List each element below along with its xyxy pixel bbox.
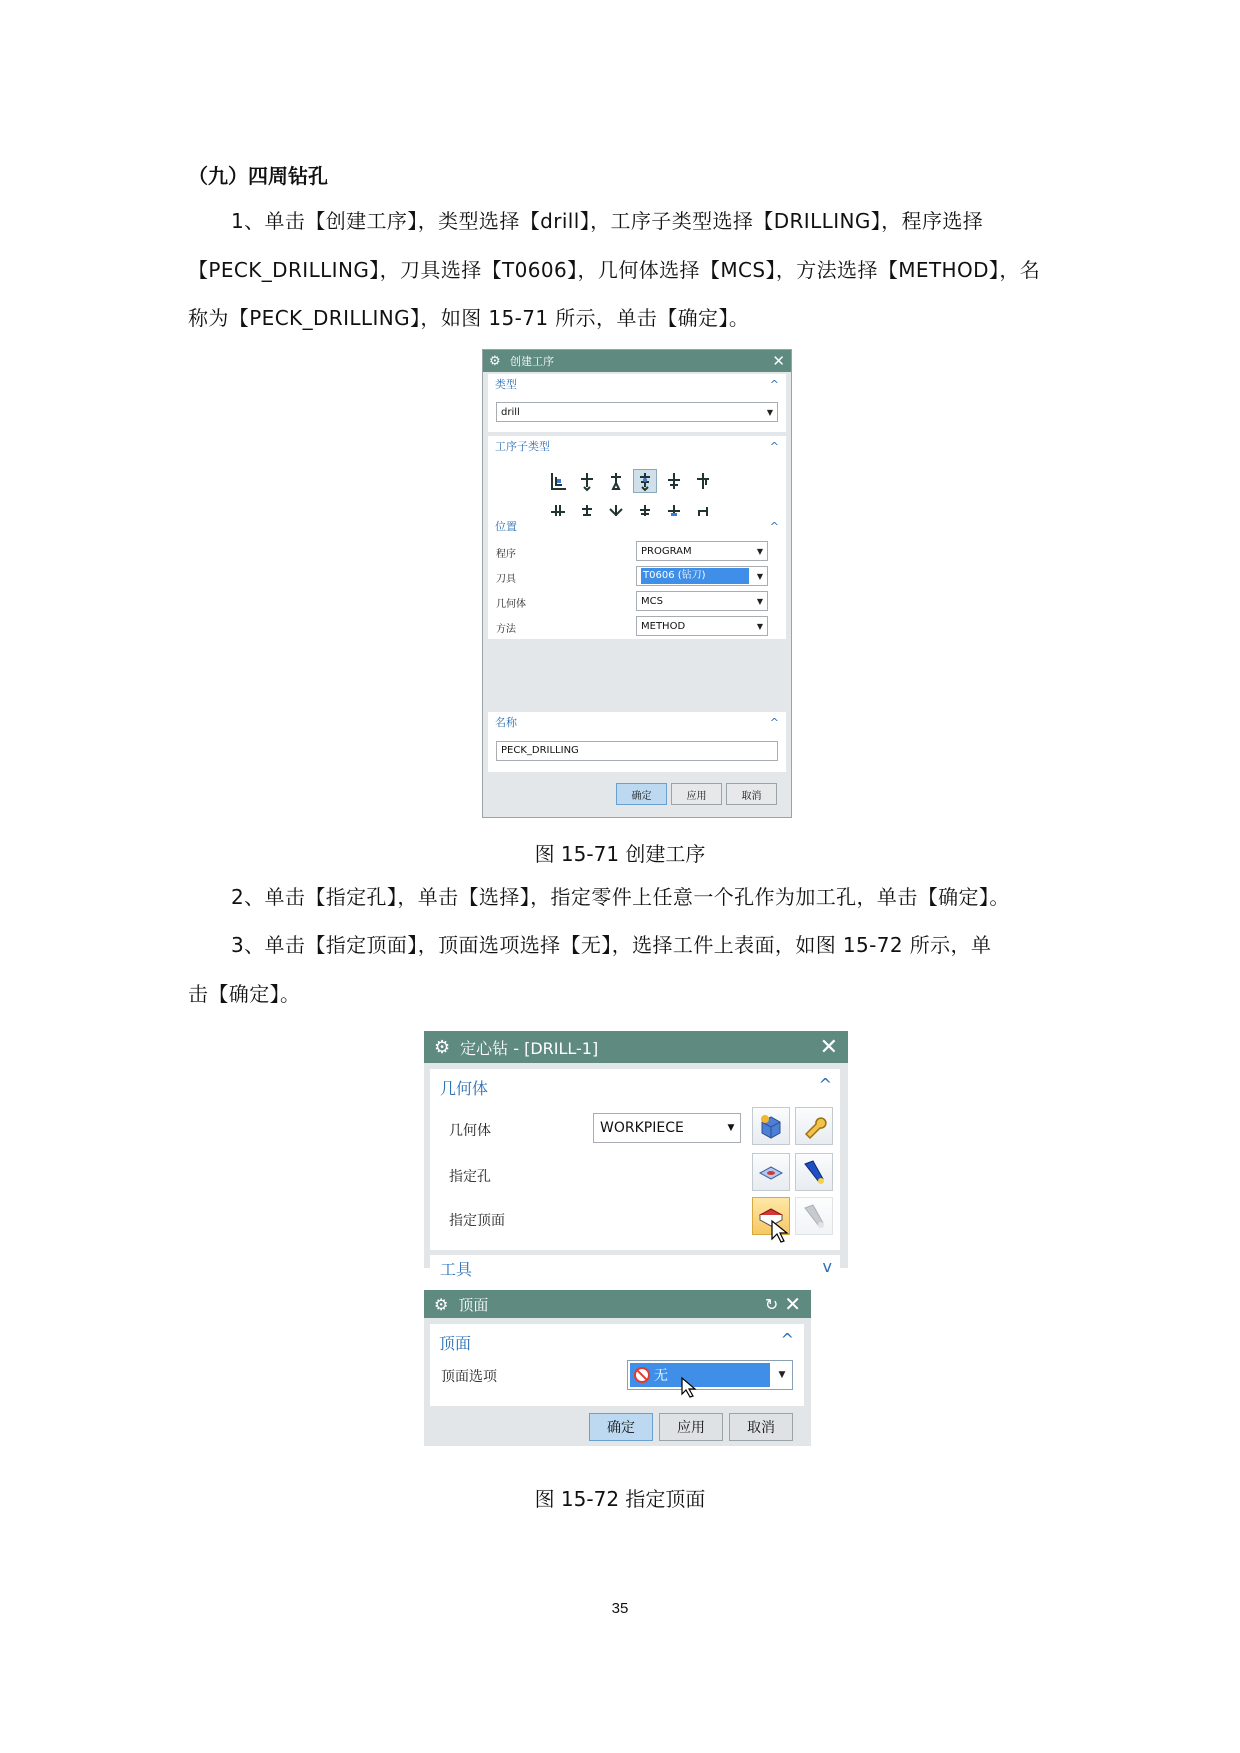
close-icon[interactable]: ✕ <box>819 1034 838 1060</box>
step3-line1: 3、单击【指定顶面】，顶面选项选择【无】，选择工件上表面，如图 15-72 所示，单 <box>231 933 992 957</box>
specify-hole-button[interactable] <box>752 1153 790 1191</box>
apply-button[interactable]: 应用 <box>671 783 722 805</box>
dialog-buttons <box>589 1413 793 1441</box>
step2-line: 2、单击【指定孔】，单击【选择】，指定零件上任意一个孔作为加工孔，单击【确定】。 <box>231 885 1010 909</box>
chevron-down-icon: ▼ <box>778 1370 786 1380</box>
program-select[interactable] <box>636 541 768 561</box>
gear-icon[interactable]: ⚙ <box>434 1036 451 1058</box>
wrench-icon <box>800 1112 828 1140</box>
cancel-button[interactable]: 取消 <box>729 1413 793 1441</box>
top-face-option-label: 顶面选项 <box>441 1369 497 1385</box>
new-geometry-icon <box>757 1112 785 1140</box>
method-value: METHOD <box>641 620 686 632</box>
step3-paragraph <box>188 921 1073 1018</box>
bottom-strip <box>424 1446 811 1456</box>
program-label: 程序 <box>496 549 516 560</box>
breakchip-drilling-icon[interactable] <box>662 469 686 493</box>
dialog-titlebar <box>424 1290 811 1318</box>
chevron-down-icon: ▼ <box>766 407 774 417</box>
geometry-group <box>430 1069 840 1250</box>
step1-line3: 称为【PECK_DRILLING】，如图 15-71 所示，单击【确定】。 <box>188 306 750 330</box>
peck-drilling-icon[interactable] <box>633 469 657 493</box>
flashlight-icon <box>800 1202 828 1230</box>
method-select[interactable] <box>636 616 768 636</box>
dialog-title: 顶面 <box>458 1295 489 1314</box>
name-group-label: 名称 <box>495 716 517 729</box>
mouse-cursor-icon <box>680 1376 698 1400</box>
tool-value: T0606 (钻刀) <box>641 568 749 584</box>
dialog-title: 定心钻 - [DRILL-1] <box>460 1038 599 1058</box>
tool-select[interactable] <box>636 566 768 586</box>
expand-icon[interactable]: v <box>822 1257 832 1276</box>
position-group <box>488 516 786 639</box>
geometry-value: MCS <box>641 595 663 607</box>
dialog-titlebar <box>483 350 791 372</box>
display-hole-button[interactable] <box>795 1153 833 1191</box>
edit-geometry-button[interactable] <box>795 1107 833 1145</box>
geometry-value: WORKPIECE <box>600 1120 684 1136</box>
position-group-label: 位置 <box>495 520 517 533</box>
name-group <box>488 712 786 772</box>
chevron-down-icon: ▼ <box>727 1123 735 1133</box>
collapse-icon[interactable]: ^ <box>769 519 779 533</box>
step1-paragraph <box>188 197 1073 343</box>
page-number: 35 <box>611 1600 629 1617</box>
method-label: 方法 <box>496 624 516 635</box>
apply-button[interactable]: 应用 <box>659 1413 723 1441</box>
subtype-group-label: 工序子类型 <box>495 440 550 453</box>
type-group <box>488 374 786 432</box>
program-value: PROGRAM <box>641 545 692 557</box>
ok-button[interactable]: 确定 <box>616 783 667 805</box>
tool-group-label: 工具 <box>440 1260 473 1279</box>
step1-line1: 1、单击【创建工序】，类型选择【drill】，工序子类型选择【DRILLING】，程序选择 <box>231 209 984 233</box>
ok-button[interactable]: 确定 <box>589 1413 653 1441</box>
geometry-label: 几何体 <box>496 599 526 610</box>
collapse-icon[interactable]: ^ <box>769 715 779 729</box>
name-input[interactable]: PECK_DRILLING <box>496 741 778 761</box>
flashlight-icon <box>800 1158 828 1186</box>
chevron-down-icon: ▼ <box>756 571 764 581</box>
figure-caption-15-71: 图 15-71 创建工序 <box>534 842 706 866</box>
top-face-option-value: 无 <box>654 1368 668 1384</box>
spot-drilling-dialog <box>424 1031 848 1279</box>
boring-icon[interactable] <box>691 469 715 493</box>
dialog-titlebar <box>424 1031 848 1063</box>
step1-line2: 【PECK_DRILLING】，刀具选择【T0606】，几何体选择【MCS】，方法选择【METHOD】，名 <box>188 257 1041 282</box>
chevron-down-icon: ▼ <box>756 596 764 606</box>
geometry-group-label: 几何体 <box>440 1079 489 1098</box>
type-group-label: 类型 <box>495 378 517 391</box>
no-entry-icon <box>634 1367 650 1383</box>
collapse-icon[interactable]: ^ <box>818 1075 832 1094</box>
geometry-select[interactable] <box>593 1113 741 1143</box>
dialog-title: 创建工序 <box>510 355 554 368</box>
new-geometry-button[interactable] <box>752 1107 790 1145</box>
geometry-label: 几何体 <box>449 1123 491 1139</box>
tool-group <box>430 1255 840 1279</box>
collapse-icon[interactable]: ^ <box>769 377 779 391</box>
top-face-option-select[interactable] <box>627 1360 793 1390</box>
hole-select-icon <box>757 1158 785 1186</box>
step3-line2: 击【确定】。 <box>188 981 301 1006</box>
reset-icon[interactable]: ↻ <box>764 1294 779 1314</box>
type-select[interactable] <box>496 402 778 422</box>
collapse-icon[interactable]: ^ <box>780 1330 794 1349</box>
gear-icon[interactable]: ⚙ <box>434 1294 449 1314</box>
collapse-icon[interactable]: ^ <box>769 439 779 453</box>
drilling-icon[interactable] <box>604 469 628 493</box>
step2-paragraph <box>188 873 1073 922</box>
tool-label: 刀具 <box>496 574 516 585</box>
dialog-buttons <box>616 783 777 805</box>
display-top-face-button[interactable] <box>795 1197 833 1235</box>
chevron-down-icon: ▼ <box>756 546 764 556</box>
chevron-down-icon: ▼ <box>756 621 764 631</box>
top-face-group <box>430 1324 804 1406</box>
specify-top-face-label: 指定顶面 <box>449 1213 505 1229</box>
close-icon[interactable]: ✕ <box>772 352 785 370</box>
geometry-select[interactable] <box>636 591 768 611</box>
mouse-cursor-icon <box>770 1219 790 1245</box>
cancel-button[interactable]: 取消 <box>726 783 777 805</box>
create-operation-dialog <box>482 349 792 818</box>
gear-icon[interactable]: ⚙ <box>489 353 501 369</box>
spot-drilling-icon[interactable] <box>575 469 599 493</box>
close-icon[interactable]: ✕ <box>784 1292 801 1316</box>
spot-facing-icon[interactable] <box>546 469 570 493</box>
specify-hole-label: 指定孔 <box>449 1169 491 1185</box>
type-select-value: drill <box>501 406 520 418</box>
section-title: （九）四周钻孔 <box>188 164 328 188</box>
top-face-dialog <box>424 1290 811 1456</box>
top-face-group-label: 顶面 <box>439 1334 472 1353</box>
figure-caption-15-72: 图 15-72 指定顶面 <box>534 1487 706 1511</box>
